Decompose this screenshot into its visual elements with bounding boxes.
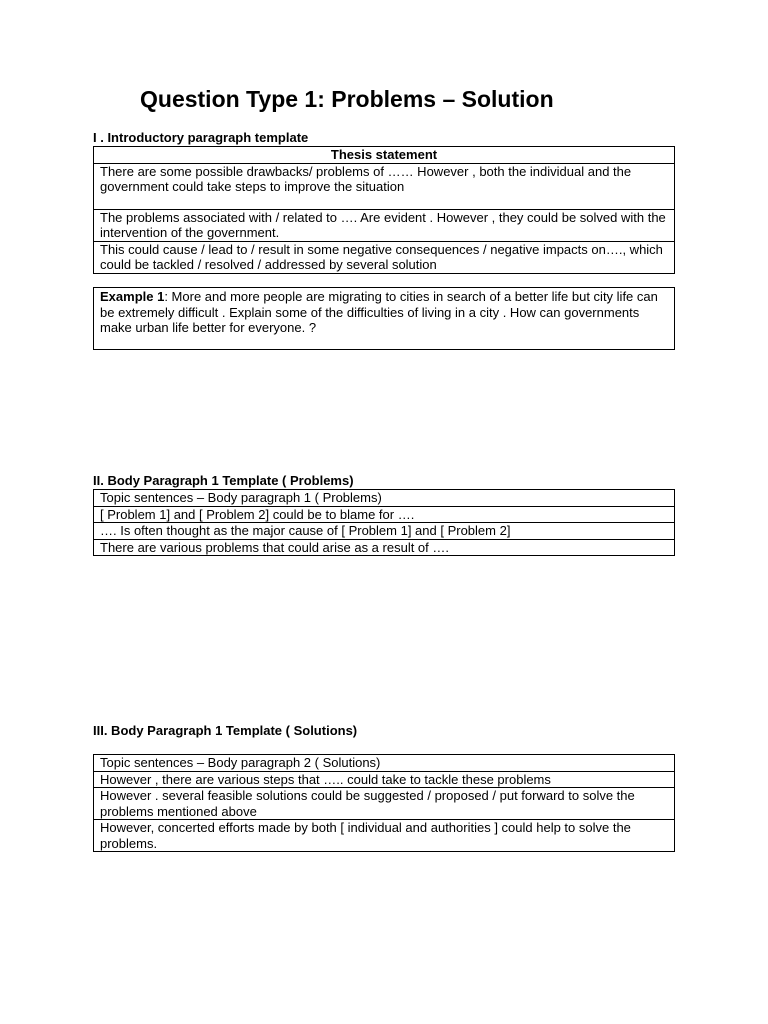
intro-row-2: The problems associated with / related to …. Are evident . However , they could be solved with the intervention of the government. xyxy=(94,209,675,241)
table-row xyxy=(94,755,675,772)
intro-heading: I . Introductory paragraph template xyxy=(93,130,309,145)
table-row xyxy=(94,788,675,820)
intro-table xyxy=(93,146,675,274)
table-row xyxy=(94,241,675,273)
table-row xyxy=(94,209,675,241)
intro-row-1: There are some possible drawbacks/ problems of …… However , both the individual and the government could take steps to improve the situation xyxy=(94,163,675,209)
body2-row-1: Topic sentences – Body paragraph 2 ( Solutions) xyxy=(94,755,675,772)
body2-row-3: However . several feasible solutions could be suggested / proposed / put forward to solve the problems mentioned above xyxy=(94,788,675,820)
body1-table xyxy=(93,489,675,556)
body1-heading: II. Body Paragraph 1 Template ( Problems) xyxy=(93,473,354,488)
body2-row-2: However , there are various steps that ….. could take to tackle these problems xyxy=(94,771,675,788)
body1-row-3: …. Is often thought as the major cause of [ Problem 1] and [ Problem 2] xyxy=(94,523,675,540)
table-row xyxy=(94,539,675,556)
body2-row-4: However, concerted efforts made by both [ individual and authorities ] could help to solve the problems. xyxy=(94,820,675,852)
table-row xyxy=(94,771,675,788)
table-row xyxy=(94,506,675,523)
table-row xyxy=(94,147,675,164)
example-box xyxy=(93,287,675,350)
table-row xyxy=(94,490,675,507)
page-title: Question Type 1: Problems – Solution xyxy=(140,86,554,112)
body2-table xyxy=(93,754,675,852)
table-row xyxy=(94,163,675,209)
table-row xyxy=(94,820,675,852)
body1-row-2: [ Problem 1] and [ Problem 2] could be to blame for …. xyxy=(94,506,675,523)
thesis-statement-header: Thesis statement xyxy=(94,147,675,164)
intro-row-3: This could cause / lead to / result in some negative consequences / negative impacts on…., which could be tackled / resolved / addressed by several solution xyxy=(94,241,675,273)
body2-heading: III. Body Paragraph 1 Template ( Solutions) xyxy=(93,723,358,738)
example-text: : More and more people are migrating to cities in search of a better life but city life can be extremely difficult . Explain some of the difficulties of living in a city . How can governments make urban life better for everyone. ? xyxy=(100,289,658,335)
body1-row-1: Topic sentences – Body paragraph 1 ( Problems) xyxy=(94,490,675,507)
body1-row-4: There are various problems that could arise as a result of …. xyxy=(94,539,675,556)
table-row xyxy=(94,523,675,540)
example-label: Example 1 xyxy=(100,289,165,304)
